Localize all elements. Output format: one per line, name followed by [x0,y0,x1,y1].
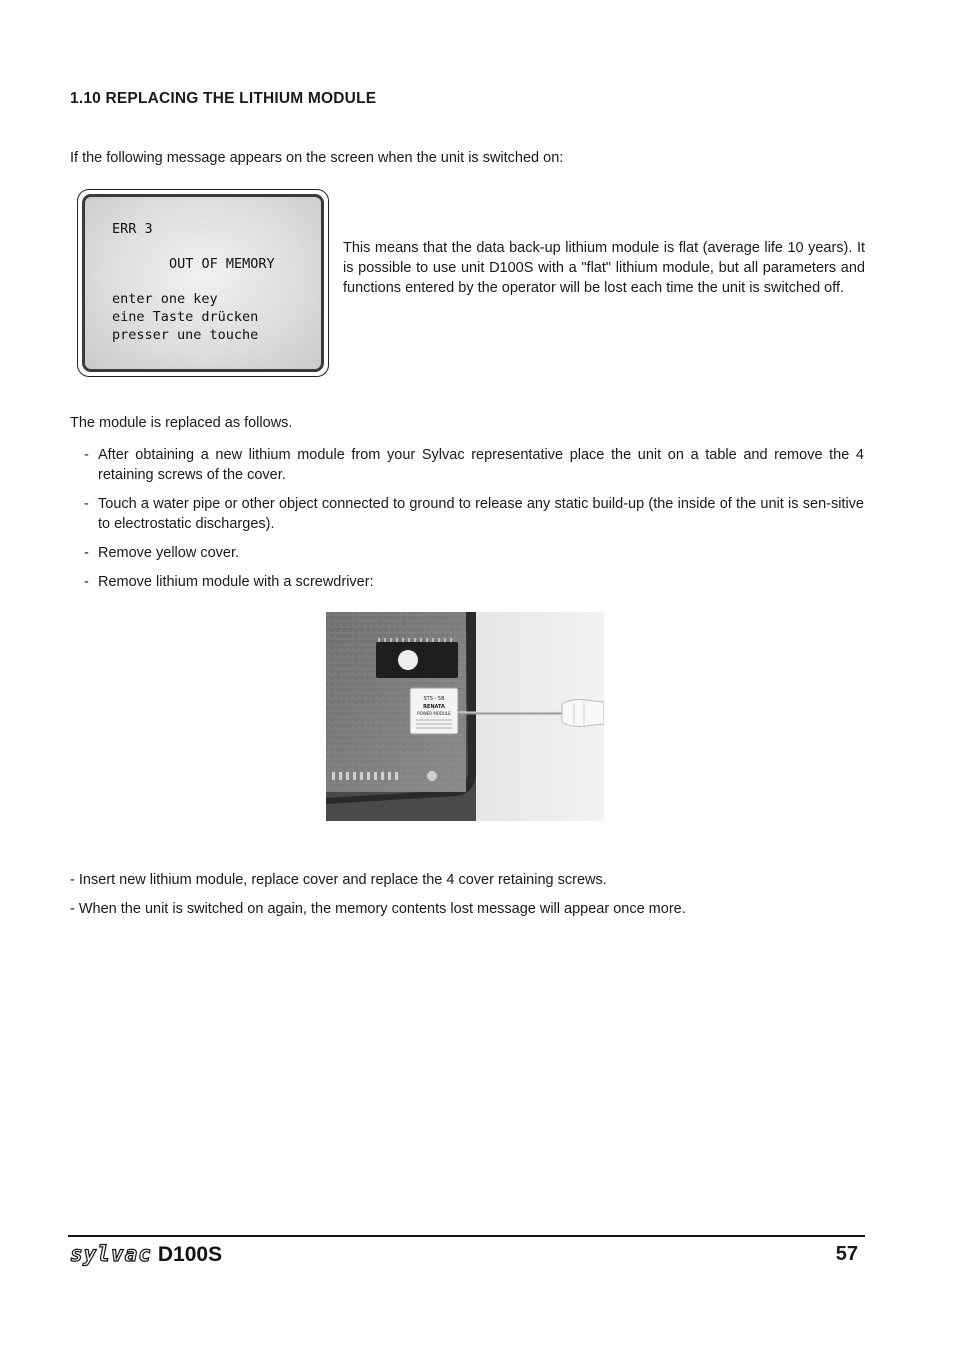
list-item [84,572,864,592]
list-dash: - [84,574,89,590]
module-label-1: STS - 5B [423,696,445,702]
list-dash: - [84,496,89,512]
after-steps [70,870,870,928]
list-item [84,543,864,563]
display-screen-bezel [82,194,324,372]
brand-name: sylvac [70,1242,152,1266]
module-label-2: RENATA [423,704,445,710]
procedure-lead: The module is replaced as follows. [70,415,293,431]
procedure-steps [84,445,864,601]
intro-paragraph: If the following message appears on the screen when the unit is switched on: [70,150,564,166]
explanation-paragraph: This means that the data back-up lithium module is flat (average life 10 years). It is possible to use unit D100S with a "flat" lithium module, but all parameters and functions entered by the operator will be lost each time the unit is switched off. [343,240,865,296]
model-name: D100S [157,1243,223,1266]
screen-prompt-fr: presser une touche [112,327,259,343]
list-dash: - [84,545,89,561]
list-dash: - [84,447,89,463]
footer-divider [68,1235,865,1237]
circuit-board-photo-art [326,612,604,821]
list-item [84,445,864,485]
screen-error-code: ERR 3 [112,221,153,237]
section-title: 1.10 REPLACING THE LITHIUM MODULE [70,90,377,107]
step-text: Touch a water pipe or other object connected to ground to release any static build-up (the inside of the unit is sen-sitive to electrostatic discharges). [98,496,864,532]
list-item: - Insert new lithium module, replace cover and replace the 4 cover retaining screws. [70,872,607,888]
circuit-board-photo [326,612,604,821]
module-label-3: POWER MODULE [417,711,451,716]
display-screen-illustration [77,189,329,377]
page-number: 57 [835,1243,858,1265]
brand-logo [70,1242,222,1267]
step-text: Remove lithium module with a screwdriver: [98,574,374,590]
screen-prompt-de: eine Taste drücken [112,309,259,325]
list-item: - When the unit is switched on again, the memory contents lost message will appear once more. [70,901,686,917]
step-text: After obtaining a new lithium module from your Sylvac representative place the unit on a table and remove the 4 retaining screws of the cover. [98,447,864,483]
step-text: Remove yellow cover. [98,545,240,561]
screen-prompt-en: enter one key [112,291,218,307]
screen-error-message: OUT OF MEMORY [169,256,275,272]
list-item [84,494,864,534]
